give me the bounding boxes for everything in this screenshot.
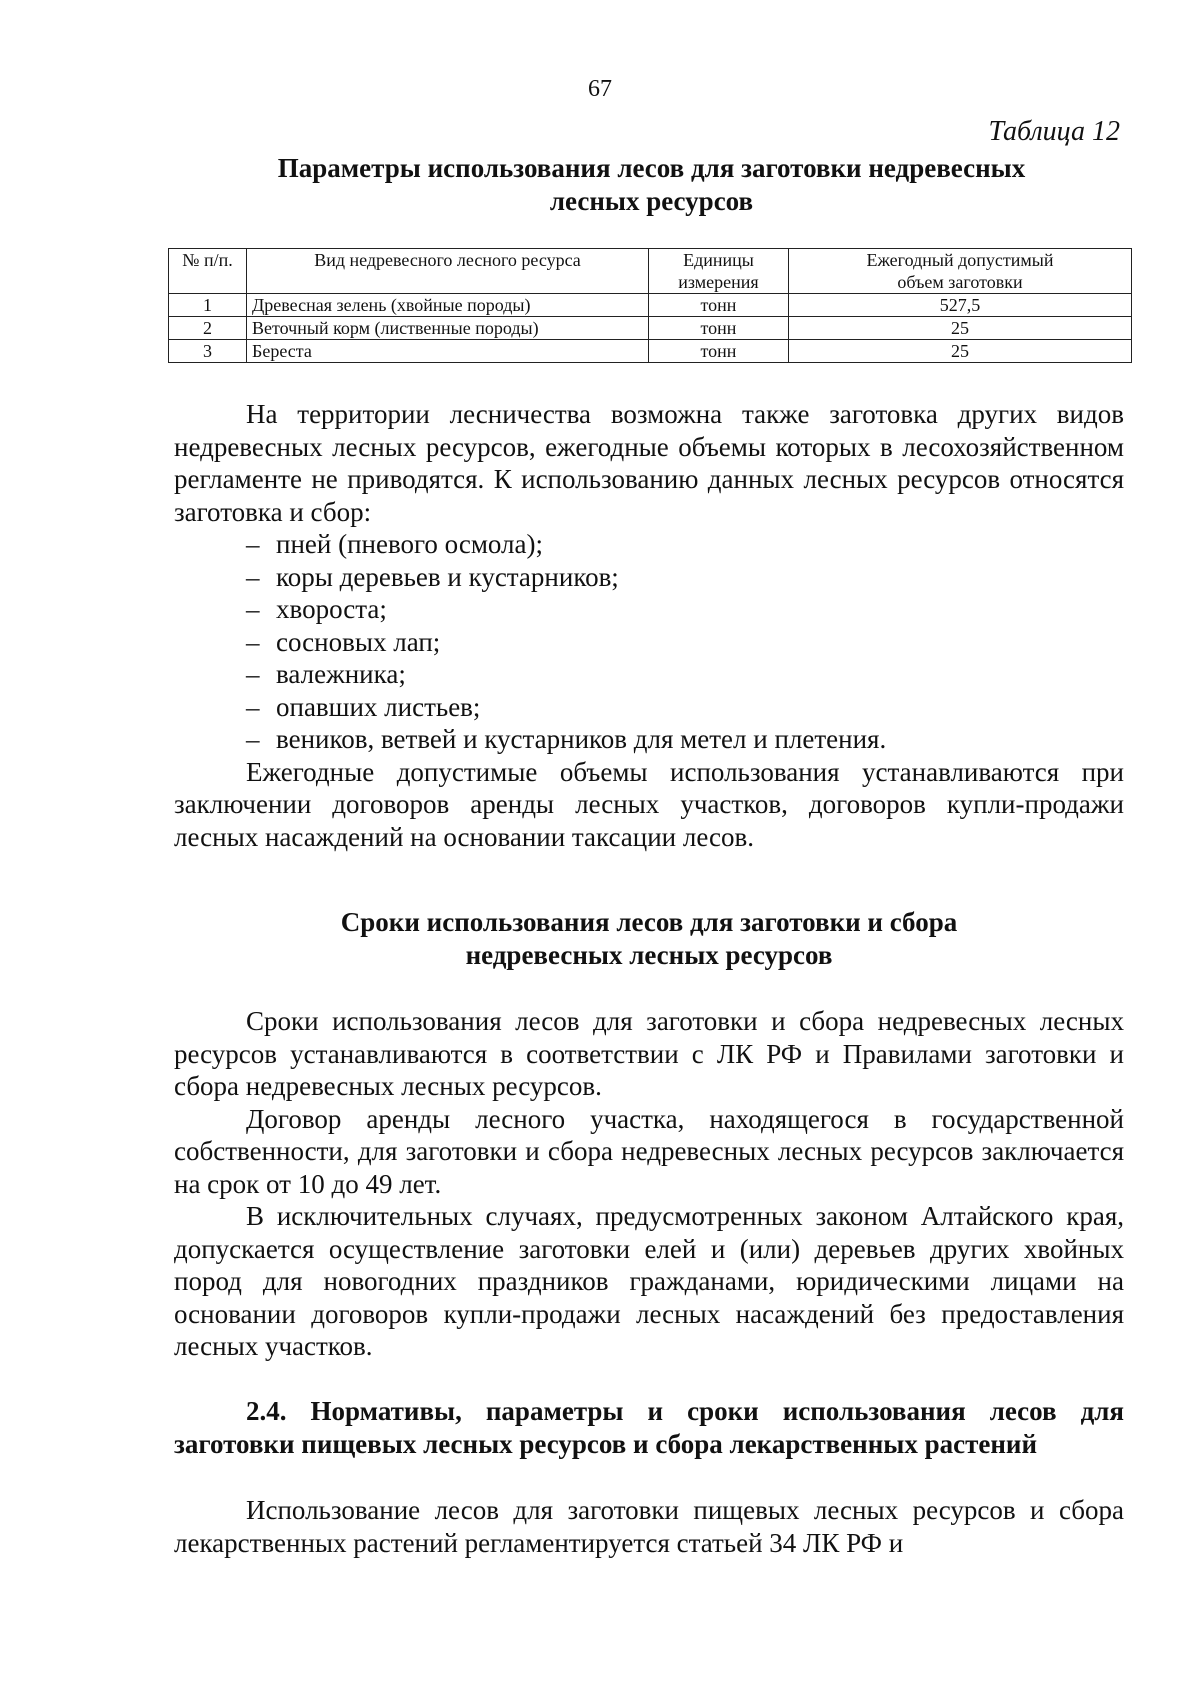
cell-num: 1 [169, 294, 247, 317]
body-block-1 [174, 398, 1124, 853]
cell-volume: 25 [789, 340, 1132, 363]
header-units-line: измерения [678, 272, 759, 292]
cell-volume: 25 [789, 317, 1132, 340]
list-item [246, 528, 1124, 561]
table-title-line: лесных ресурсов [549, 186, 754, 216]
list-item-text: валежника; [276, 659, 406, 689]
cell-type: Веточный корм (лиственные породы) [247, 317, 649, 340]
table-row [169, 294, 1132, 317]
section-heading-2-4: 2.4. Нормативы, параметры и сроки использования лесов для заготовки пищевых лесных ресурсов и сбора лекарственных растений [174, 1396, 1124, 1459]
paragraph: Сроки использования лесов для заготовки и сбора недревесных лесных ресурсов устанавливаются в соответствии с ЛК РФ и Правилами заготовки и сбора недревесных лесных ресурсов. [174, 1006, 1124, 1101]
resource-list [174, 528, 1124, 756]
paragraph: На территории лесничества возможна также заготовка других видов недревесных лесных ресурсов, ежегодные объемы которых в лесохозяйственном регламенте не приводятся. К использованию данных лесных ресурсов относятся заготовка и сбор: [174, 399, 1124, 527]
list-item [246, 561, 1124, 594]
list-item [246, 691, 1124, 724]
dash-marker: – [246, 626, 260, 657]
header-units [649, 249, 789, 294]
section-heading-line: Сроки использования лесов для заготовки и сбора [340, 907, 958, 937]
list-item-text: опавших листьев; [276, 691, 481, 722]
paragraph: Договор аренды лесного участка, находящегося в государственной собственности, для заготовки и сбора недревесных лесных ресурсов заключается на срок от 10 до 49 лет. [174, 1103, 1124, 1199]
header-type: Вид недревесного лесного ресурса [247, 249, 649, 294]
cell-volume: 527,5 [789, 294, 1132, 317]
section-heading-line: недревесных лесных ресурсов [465, 940, 833, 970]
table-row [169, 340, 1132, 363]
dash-marker: – [246, 724, 260, 754]
cell-num: 2 [169, 317, 247, 340]
table-caption: Таблица 12 [988, 116, 1120, 147]
list-item [246, 658, 1124, 691]
header-num: № п/п. [169, 249, 247, 294]
dash-marker: – [246, 691, 260, 722]
header-volume-line: Ежегодный допустимый [866, 250, 1054, 270]
list-item-text: сосновых лап; [276, 626, 441, 657]
paragraph: Ежегодные допустимые объемы использования устанавливаются при заключении договоров аренды лесных участков, договоров купли-продажи лесных насаждений на основании таксации лесов. [174, 756, 1124, 852]
list-item-text: пней (пневого осмола); [276, 529, 544, 559]
header-volume-line: объем заготовки [897, 272, 1023, 292]
list-item-text: хвороста; [276, 594, 387, 624]
section-heading [174, 906, 1124, 972]
cell-units: тонн [649, 317, 789, 340]
body-block-2 [174, 1005, 1124, 1363]
dash-marker: – [246, 594, 260, 624]
cell-num: 3 [169, 340, 247, 363]
paragraph: В исключительных случаях, предусмотренных законом Алтайского края, допускается осуществление заготовки елей и (или) деревьев других хвойных пород для новогодних праздников гражданами, юридическими лицами на основании договоров купли-продажи лесных насаждений без предоставления лесных участков. [174, 1201, 1124, 1361]
list-item [246, 593, 1124, 626]
cell-units: тонн [649, 294, 789, 317]
cell-units: тонн [649, 340, 789, 363]
table-row [169, 317, 1132, 340]
list-item [246, 626, 1124, 659]
cell-type: Береста [247, 340, 649, 363]
header-volume [789, 249, 1132, 294]
header-units-line: Единицы [683, 250, 754, 270]
table-title-line: Параметры использования лесов для заготовки недревесных [277, 153, 1026, 183]
dash-marker: – [246, 561, 260, 592]
list-item [246, 723, 1124, 756]
table-header-row [169, 249, 1132, 294]
cell-type: Древесная зелень (хвойные породы) [247, 294, 649, 317]
dash-marker: – [246, 529, 260, 559]
table-title [173, 152, 1130, 218]
resources-table [168, 248, 1132, 363]
list-item-text: веников, ветвей и кустарников для метел и плетения. [276, 724, 887, 754]
list-item-text: коры деревьев и кустарников; [276, 561, 619, 592]
body-block-3 [174, 1494, 1124, 1559]
page-number: 67 [588, 76, 612, 102]
dash-marker: – [246, 659, 260, 689]
paragraph: Использование лесов для заготовки пищевых лесных ресурсов и сбора лекарственных растений регламентируется статьей 34 ЛК РФ и [174, 1495, 1124, 1558]
